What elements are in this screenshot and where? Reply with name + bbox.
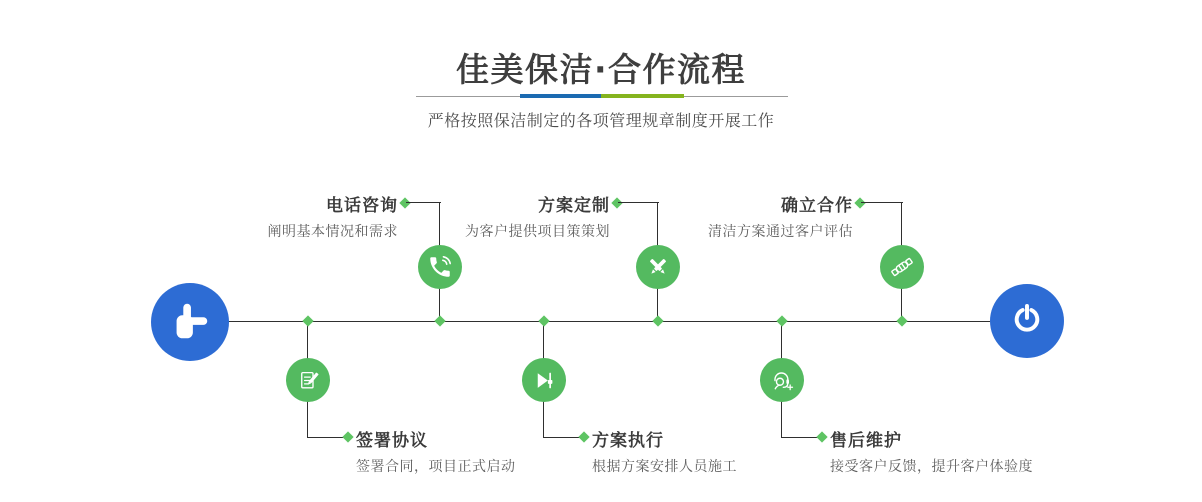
page-title: 佳美保洁·合作流程 <box>455 50 747 89</box>
step-plan-execute-label <box>592 426 737 476</box>
step-plan-customize-node <box>636 245 680 289</box>
timeline-diamond <box>538 315 549 326</box>
step-title: 方案定制 <box>538 196 610 216</box>
handshake-icon <box>888 253 916 281</box>
timeline-diamond <box>776 315 787 326</box>
step-title: 方案执行 <box>592 431 664 451</box>
label-diamond <box>342 431 353 442</box>
step-plan-execute-node <box>522 358 566 402</box>
pointing-hand-icon <box>167 299 213 345</box>
page-subtitle: 严格按照保洁制定的各项管理规章制度开展工作 <box>427 111 775 130</box>
timeline-diamond <box>896 315 907 326</box>
step-sign-agreement-node <box>286 358 330 402</box>
play-next-icon <box>531 367 558 394</box>
step-plan-customize-label <box>465 191 610 241</box>
label-diamond <box>854 197 865 208</box>
connector-line <box>861 202 903 203</box>
step-subtitle: 接受客户反馈，提升客户体验度 <box>830 459 1033 475</box>
step-establish-cooperation-label <box>708 191 853 241</box>
step-subtitle: 清洁方案通过客户评估 <box>708 224 853 240</box>
power-icon <box>1008 302 1046 340</box>
crossed-pencils-icon <box>644 253 672 281</box>
phone-icon <box>427 254 453 280</box>
divider-blue-segment <box>520 94 601 98</box>
connector-line <box>406 202 441 203</box>
document-pen-icon <box>295 367 322 394</box>
step-phone-consult-label <box>268 191 399 241</box>
step-after-sales-label <box>830 426 1033 476</box>
timeline-diamond <box>302 315 313 326</box>
timeline <box>228 321 990 322</box>
label-diamond <box>816 431 827 442</box>
end-node <box>990 284 1064 358</box>
start-node <box>151 283 229 361</box>
step-subtitle: 阐明基本情况和需求 <box>267 224 398 240</box>
step-sign-agreement-label <box>356 426 516 476</box>
label-diamond <box>611 197 622 208</box>
step-title: 签署协议 <box>356 431 428 451</box>
timeline-diamond <box>434 315 445 326</box>
step-phone-consult-node <box>418 245 462 289</box>
step-subtitle: 为客户提供项目策策划 <box>465 224 610 240</box>
connector-line <box>618 202 659 203</box>
title-divider <box>416 94 788 100</box>
step-after-sales-node <box>760 358 804 402</box>
step-subtitle: 根据方案安排人员施工 <box>592 459 737 475</box>
divider-green-segment <box>601 94 684 98</box>
step-title: 确立合作 <box>781 196 853 216</box>
step-establish-cooperation-node <box>880 245 924 289</box>
step-subtitle: 签署合同，项目正式启动 <box>356 459 516 475</box>
step-title: 电话咨询 <box>326 196 398 216</box>
step-title: 售后维护 <box>830 431 902 451</box>
label-diamond <box>399 197 410 208</box>
timeline-diamond <box>652 315 663 326</box>
headset-plus-icon <box>768 366 796 394</box>
label-diamond <box>578 431 589 442</box>
